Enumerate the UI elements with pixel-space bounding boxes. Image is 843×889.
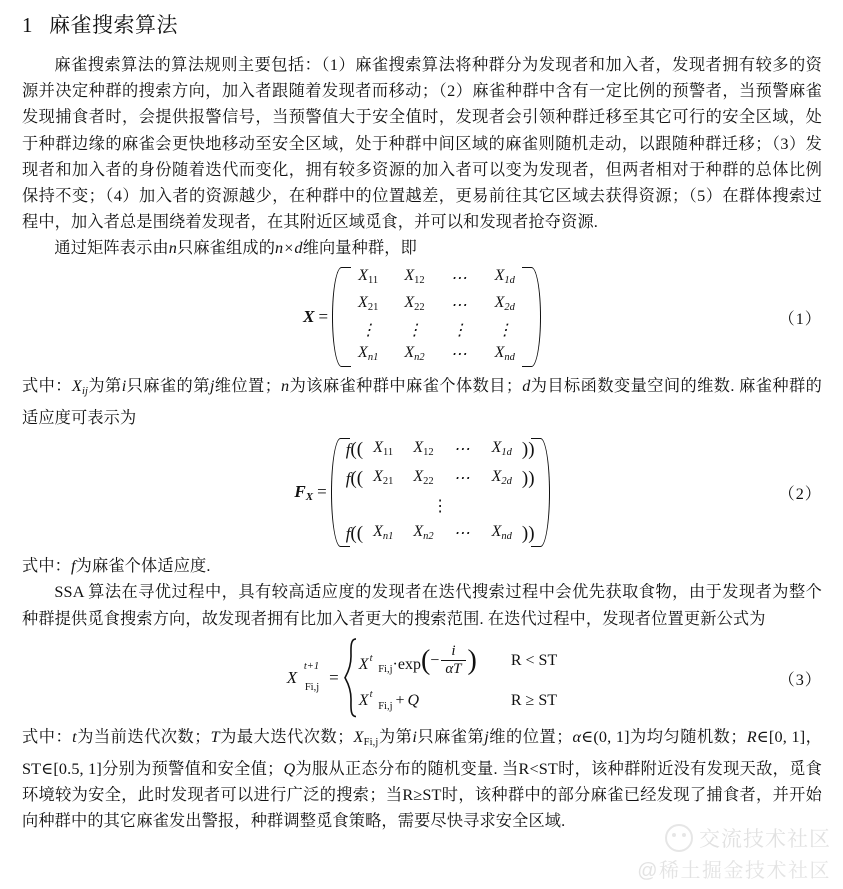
exp-function: exp <box>397 656 421 674</box>
function-f: f <box>345 468 351 488</box>
subscript: X <box>305 490 314 503</box>
equation-1-body <box>303 265 541 368</box>
subscript-text: Fi,j <box>378 664 393 676</box>
matrix-X <box>345 265 528 368</box>
subscript: 11 <box>383 446 394 458</box>
matrix-cell-ellipsis: ⋯ <box>450 346 469 364</box>
paragraph-matrix-intro <box>22 235 822 261</box>
equation-1-number: （1） <box>778 310 822 328</box>
open-paren-icon: ( <box>420 645 431 677</box>
minus-sign: − <box>430 651 440 669</box>
cases-brace <box>343 637 359 719</box>
equals-sign: = <box>317 482 327 502</box>
subscript-text: Fi,j <box>378 700 393 712</box>
text-fragment: 为第 <box>88 377 122 395</box>
var-j: j <box>484 727 489 746</box>
equation-3 <box>22 632 822 724</box>
close-parens: )) <box>521 438 535 460</box>
close-parens: )) <box>521 522 535 544</box>
ST-range: ∈[0.5, 1] <box>41 759 102 778</box>
matrix-cell-vdots: ⋮ <box>406 321 423 339</box>
text-fragment: 只麻雀第 <box>416 727 485 746</box>
case-condition: R ≥ ST <box>510 692 557 710</box>
equation-1-lhs: X <box>303 306 315 326</box>
fraction <box>441 643 465 679</box>
matrix-cell: $X_{2d}$ <box>494 294 515 314</box>
subscript-text: Fi,j <box>304 682 320 694</box>
var-R: R <box>746 727 757 746</box>
R-range: ∈[0, 1] <box>756 727 806 746</box>
subscript: n1 <box>367 351 379 363</box>
matrix-row <box>344 436 537 465</box>
text-fragment: 通过矩阵表示由 <box>54 238 169 257</box>
var-X-t1-Fij: X t+1 Fi,j <box>286 661 320 694</box>
text-fragment: 式中： <box>22 377 72 395</box>
var-j: j <box>209 377 215 395</box>
text-fragment: 为目标函数变量空间的维数. 麻雀种群的适应度可表示为 <box>22 377 822 428</box>
text-fragment: 只麻雀组成的 <box>177 238 276 257</box>
var-Q: Q <box>283 759 296 778</box>
matrix-cell: $X_{21}$ <box>373 467 394 487</box>
superscript: t <box>369 688 373 700</box>
var-X-t-Fij: X t Fi,j <box>359 690 393 712</box>
close-parens: )) <box>521 467 535 489</box>
text-fragment: 式中： <box>22 557 72 576</box>
matrix-cell-vdots: ⋮ <box>432 497 449 515</box>
matrix-row <box>345 292 528 319</box>
close-paren-icon: ) <box>467 645 477 677</box>
cond-R-ge-ST: R≥ST <box>402 785 442 804</box>
matrix-left-paren <box>332 265 345 368</box>
fraction-denominator: αT <box>441 660 465 678</box>
text-fragment: 为该麻雀种群中麻雀个体数目； <box>289 377 523 395</box>
matrix-row <box>345 265 528 292</box>
matrix-row <box>344 494 537 520</box>
case-expression <box>359 637 477 685</box>
paragraph-ssa-discoverer: SSA 算法在寻优过程中，具有较高适应度的发现者在迭代搜索过程中会优先获取食物，由于发现者为整个种群提供觅食搜索方向，故发现者拥有比加入者更大的搜索范围. 在迭代过程中，发现者位置更新公式为 <box>22 583 822 628</box>
var-Q: Q <box>407 692 420 710</box>
equation-2 <box>22 431 822 553</box>
matrix-fitness <box>344 436 537 549</box>
matrix-cell: $X_{n1}$ <box>358 343 379 363</box>
matrix-cell: $X_{21}$ <box>358 294 379 314</box>
matrix-right-paren <box>537 436 550 549</box>
var-i: i <box>412 727 417 746</box>
var-T: T <box>210 727 220 746</box>
matrix-cell: $X_{12}$ <box>413 438 434 458</box>
equation-1 <box>22 261 822 373</box>
section-heading <box>22 12 822 38</box>
subscript: 12 <box>423 446 434 458</box>
text-fragment: 维向量种群，即 <box>302 238 417 257</box>
matrix-cell-ellipsis: ⋯ <box>453 470 472 488</box>
subscript: 21 <box>367 302 379 314</box>
text-fragment: 只麻雀的第 <box>126 377 210 395</box>
equals-sign: = <box>329 667 339 687</box>
matrix-cell: $X_{n1}$ <box>373 522 394 543</box>
case-row <box>359 684 558 718</box>
equation-2-lhs: $F_X$ <box>294 481 314 503</box>
var-n: n <box>281 377 290 395</box>
dot-operator: · <box>392 656 398 674</box>
subscript: ij <box>81 386 89 398</box>
var-ST: ST <box>22 759 42 778</box>
var-alpha: α <box>572 727 582 746</box>
subscript <box>378 659 392 681</box>
matrix-cell-ellipsis: ⋯ <box>450 296 469 314</box>
matrix-cell: $X_{2d}$ <box>491 467 512 487</box>
matrix-cell-vdots: ⋮ <box>496 321 513 339</box>
watermark-top-text: 交流技术社区 <box>699 828 831 851</box>
subscript: 1d <box>504 275 515 287</box>
subscript: nd <box>501 531 512 543</box>
subscript: nd <box>504 351 515 363</box>
section-number: 1 <box>22 13 33 37</box>
watermark-bottom-text: @稀土掘金技术社区 <box>637 860 831 882</box>
var-X-t-Fij: X t Fi,j <box>359 654 393 676</box>
superscript: t <box>369 652 373 664</box>
matrix-row <box>344 520 537 549</box>
text-fragment: 为均匀随机数； <box>629 727 747 746</box>
equation-2-body <box>294 436 549 549</box>
matrix-cell: $X_{n2}$ <box>404 343 425 363</box>
case-expression <box>359 684 477 718</box>
case-row <box>359 637 558 685</box>
subscript <box>378 696 392 718</box>
open-parens: (( <box>350 438 364 460</box>
subscript: n2 <box>414 351 425 363</box>
section-title: 麻雀搜索算法 <box>49 13 178 37</box>
matrix-right-paren <box>528 265 541 368</box>
text-fragment: 为服从正态分布的随机变量. 当 <box>295 759 519 778</box>
text-fragment: ， <box>805 727 822 746</box>
matrix-cell-vdots: ⋮ <box>451 321 468 339</box>
text-fragment: 为当前迭代次数； <box>76 727 211 746</box>
subscript <box>305 682 319 693</box>
var-n-by-d: n×d <box>275 238 303 257</box>
paragraph-eq1-legend <box>22 373 822 431</box>
var-f: f <box>71 557 76 576</box>
text-fragment: 式中： <box>22 727 73 746</box>
text-fragment: 维的位置； <box>488 727 573 746</box>
matrix-cell: $X_{1d}$ <box>491 438 512 458</box>
text-fragment: 分别为预警值和安全值； <box>101 759 284 778</box>
open-parens: (( <box>350 467 364 489</box>
exp-argument <box>421 643 477 679</box>
subscript: 22 <box>423 475 434 487</box>
matrix-row <box>345 342 528 369</box>
text-fragment: 为最大迭代次数； <box>219 727 354 746</box>
subscript: 21 <box>382 475 394 487</box>
subscript: 11 <box>368 275 379 287</box>
brace-glyph <box>343 637 359 719</box>
matrix-cell-ellipsis: ⋯ <box>450 269 469 287</box>
paragraph-eq3-legend <box>22 724 822 835</box>
var-n: n <box>168 238 178 257</box>
equation-3-body <box>287 637 557 719</box>
matrix-cell: $X_{12}$ <box>404 267 425 287</box>
function-f: f <box>345 439 351 459</box>
equation-3-number: （3） <box>778 670 822 689</box>
var-Xij: Xij <box>71 377 89 398</box>
subscript: 22 <box>414 302 425 314</box>
fraction-numerator: i <box>451 642 456 659</box>
subscript: 2d <box>501 475 512 487</box>
matrix-cell: $X_{nd}$ <box>494 343 515 363</box>
text-fragment: 维位置； <box>214 377 282 395</box>
text-fragment: 时，该种群附近没有发现天敌，觅食环境较为安全，此时发现者可以进行广泛的搜索；当 <box>22 759 822 804</box>
matrix-cell: $X_{n2}$ <box>413 522 434 543</box>
var-d: d <box>522 377 531 395</box>
piecewise-cases <box>359 637 558 719</box>
matrix-row <box>344 465 537 494</box>
subscript: 12 <box>414 275 425 287</box>
open-parens: (( <box>350 522 364 544</box>
matrix-cell-ellipsis: ⋯ <box>453 441 472 459</box>
equation-2-number: （2） <box>778 485 822 504</box>
text-fragment: 时，该种群中的部分麻雀已经发现了捕食者，并开始向种群中的其它麻雀发出警报，种群调整觅食策略，需要尽快寻求安全区域. <box>22 785 823 831</box>
superscript: t+1 <box>303 661 320 673</box>
var-i: i <box>121 377 127 395</box>
paragraph-rules: 麻雀搜索算法的算法规则主要包括：（1）麻雀搜索算法将种群分为发现者和加入者，发现者拥有较多的资源并决定种群的搜索方向，加入者跟随着发现者而移动；（2）麻雀种群中含有一定比例的预警者，当预警麻雀发现捕食者时，会提供报警信号，当预警值大于安全值时，发现者会引领种群迁移至其它可行的安全区域，处于种群边缘的麻雀会更快地移动至安全区域，处于种群中间区域的麻雀则随机走动，以跟随种群迁移；（3）发现者和加入者的身份随着迭代而变化，拥有较多资源的加入者可以变为发现者，但两者相对于种群的总体比例保持不变；（4）加入者的资源越少，在种群中的位置越差，更易前往其它区域去获得资源；（5）在群体搜索过程中，加入者总是围绕着发现者，在其附近区域觅食，并可以和发现者抢夺资源. <box>22 56 822 231</box>
cond-R-lt-ST: R<ST <box>518 759 558 778</box>
matrix-cell-ellipsis: ⋯ <box>453 525 472 543</box>
subscript: n2 <box>423 531 434 543</box>
var-XFij: XFi,j <box>353 727 379 748</box>
matrix-cell: $X_{11}$ <box>358 267 379 287</box>
matrix-cell: $X_{nd}$ <box>491 522 512 543</box>
subscript: 1d <box>501 446 512 458</box>
equals-sign: = <box>318 306 329 326</box>
matrix-row <box>345 320 528 342</box>
matrix-cell-vdots: ⋮ <box>360 321 377 339</box>
subscript: 2d <box>504 302 515 314</box>
text-fragment: 为麻雀个体适应度. <box>75 557 211 576</box>
alpha-range: ∈(0, 1] <box>581 727 630 746</box>
case-condition: R < ST <box>510 651 558 669</box>
function-f: f <box>345 523 351 543</box>
matrix-cell: $X_{22}$ <box>404 294 425 314</box>
paragraph-eq2-legend <box>22 553 822 579</box>
subscript: Fi,j <box>363 736 379 748</box>
matrix-cell: $X_{11}$ <box>373 438 394 458</box>
plus-sign: + <box>395 692 405 710</box>
document-content <box>22 12 822 834</box>
matrix-cell: $X_{1d}$ <box>494 267 515 287</box>
text-fragment: 为第 <box>378 727 413 746</box>
matrix-cell: $X_{22}$ <box>413 467 434 487</box>
matrix-left-paren <box>331 436 344 549</box>
equation-3-lhs <box>286 661 320 694</box>
var-t: t <box>72 727 77 746</box>
subscript: n1 <box>382 531 394 543</box>
